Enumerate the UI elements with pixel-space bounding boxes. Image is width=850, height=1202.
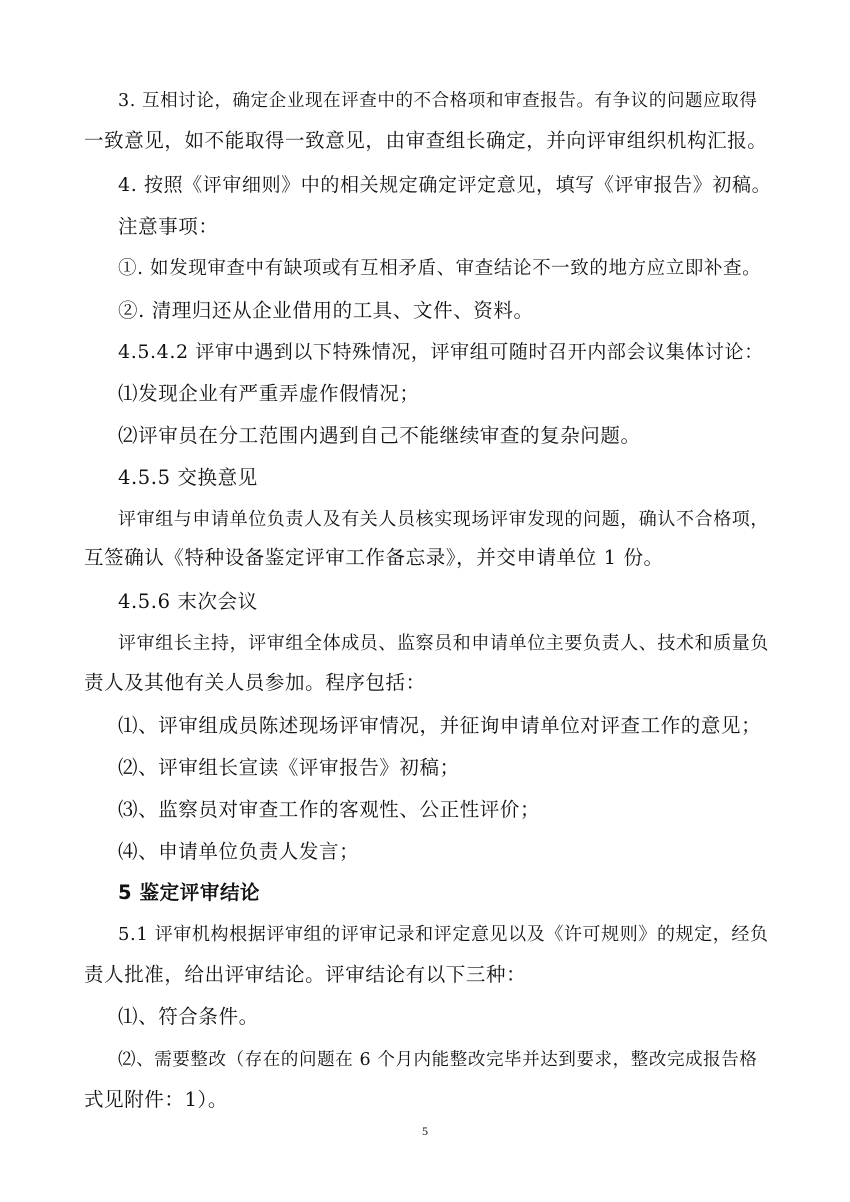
paragraph-line: 一致意见，如不能取得一致意见，由审查组长确定，并向评审组织机构汇报。 <box>84 129 768 152</box>
section-heading: 4.5.6 末次会议 <box>118 590 258 613</box>
list-item: ⑶、监察员对审查工作的客观性、公正性评价； <box>118 798 541 821</box>
list-item: ⑴、符合条件。 <box>118 1005 259 1028</box>
list-item: ①. 如发现审查中有缺项或有互相矛盾、审查结论不一致的地方应立即补查。 <box>118 258 762 279</box>
paragraph-line: 互签确认《特种设备鉴定评审工作备忘录》，并交申请单位 1 份。 <box>84 546 664 569</box>
section-label: 注意事项： <box>118 215 219 238</box>
paragraph-line: 4. 按照《评审细则》中的相关规定确定评定意见，填写《评审报告》初稿。 <box>118 174 772 196</box>
paragraph-line: 5.1 评审机构根据评审组的评审记录和评定意见以及《许可规则》的规定，经负 <box>118 924 769 945</box>
paragraph-line: 责人批准，给出评审结论。评审结论有以下三种： <box>84 963 527 986</box>
paragraph-line: 4.5.4.2 评审中遇到以下特殊情况，评审组可随时召开内部会议集体讨论： <box>118 341 764 363</box>
paragraph-line: 责人及其他有关人员参加。程序包括： <box>84 671 426 694</box>
list-item: 式见附件：1）。 <box>84 1088 228 1111</box>
paragraph-line: 评审组与申请单位负责人及有关人员核实现场评审发现的问题，确认不合格项， <box>118 509 769 530</box>
paragraph-line: 评审组长主持，评审组全体成员、监察员和申请单位主要负责人、技术和质量负 <box>118 633 769 654</box>
list-item: ⑴、评审组成员陈述现场评审情况，并征询申请单位对评查工作的意见； <box>118 714 762 737</box>
list-item: ⑷、申请单位负责人发言； <box>118 840 360 863</box>
list-item: ⑵、评审组长宣读《评审报告》初稿； <box>118 756 460 779</box>
paragraph-line: 3. 互相讨论，确定企业现在评查中的不合格项和审查报告。有争议的问题应取得 <box>118 91 758 111</box>
list-item: ⑵、需要整改（存在的问题在 6 个月内能整改完毕并达到要求，整改完成报告格 <box>118 1050 758 1070</box>
section-heading: 4.5.5 交换意见 <box>118 466 258 489</box>
list-item: ⑴发现企业有严重弄虚作假情况； <box>118 382 420 405</box>
list-item: ⑵评审员在分工范围内遇到自己不能继续审查的复杂问题。 <box>118 424 641 447</box>
page-number: 5 <box>422 1124 428 1138</box>
chapter-heading: 5 鉴定评审结论 <box>118 881 261 904</box>
list-item: ②. 清理归还从企业借用的工具、文件、资料。 <box>118 299 534 322</box>
